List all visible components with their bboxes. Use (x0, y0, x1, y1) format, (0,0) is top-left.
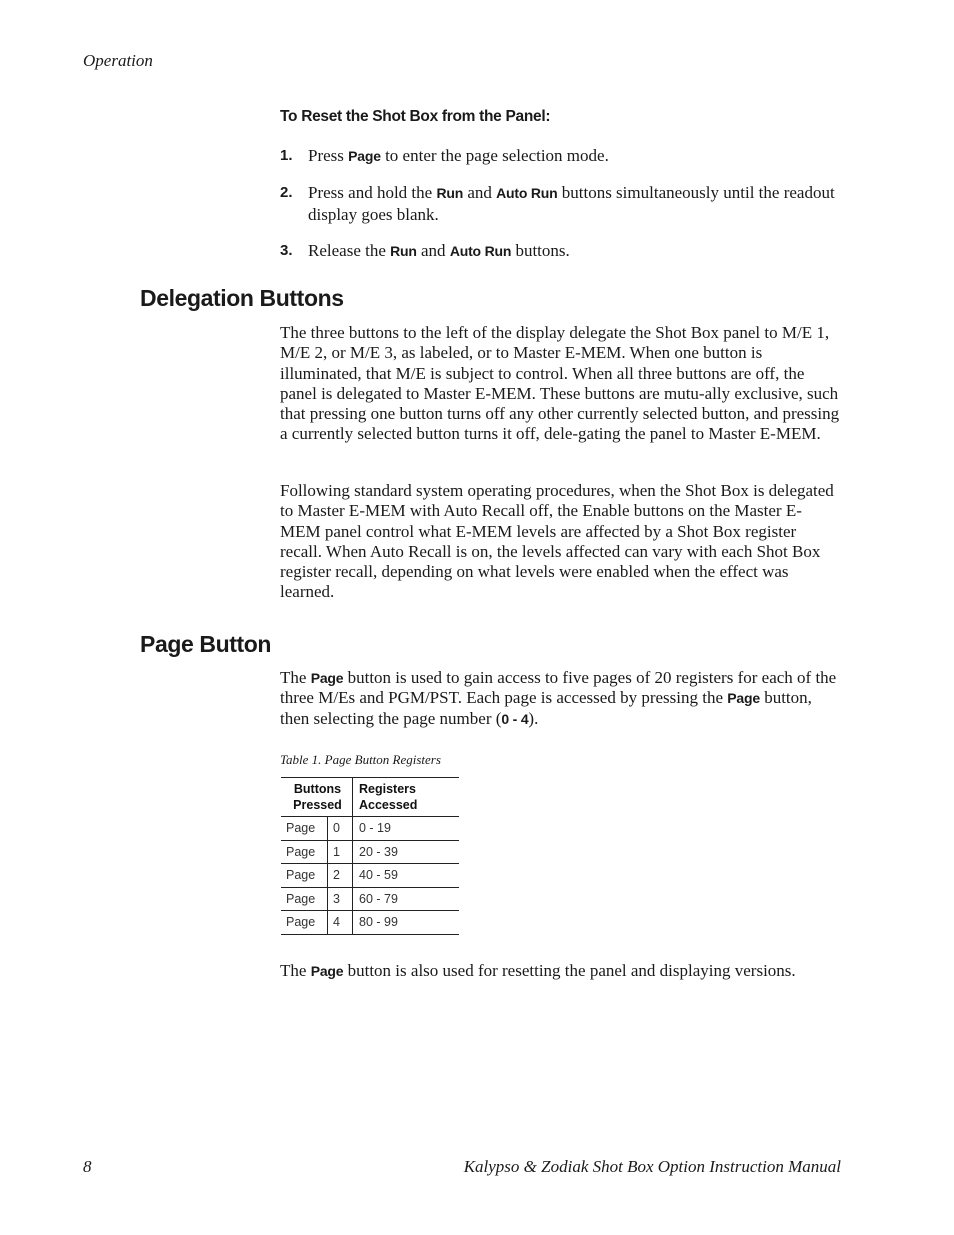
page-number: 8 (83, 1157, 92, 1176)
running-head: Operation (83, 51, 153, 70)
run-button-label: Run (390, 243, 417, 259)
text-run: button is also used for resetting the panel and displaying versions. (343, 961, 796, 980)
cell-number: 1 (328, 840, 353, 864)
page-button-label: Page (727, 690, 760, 707)
auto-run-button-label: Auto Run (496, 185, 558, 201)
procedure-steps (280, 145, 840, 277)
table-row (281, 887, 459, 911)
table-row (281, 864, 459, 888)
delegation-paragraph-1: The three buttons to the left of the display delegate the Shot Box panel to M/E 1, M/E 2, or M/E 3, as labeled, or to Master E-MEM. When one button is illuminated, that M/E is subject to control. When all three buttons are off, the panel is delegated to Master E-MEM. These buttons are mutu-ally exclusive, such that pressing one button turns off any other currently selected button, and pressing a currently selected button turns it off, dele-gating the panel to Master E-MEM. (280, 323, 840, 444)
step-text: buttons. (511, 241, 570, 260)
delegation-paragraph-2: Following standard system operating procedures, when the Shot Box is delegated to Master E-MEM with Auto Recall off, the Enable buttons on the Master E-MEM panel control what E-MEM levels are affected by a Shot Box register recall. When Auto Recall is on, the levels affected can vary with each Shot Box register recall, depending on what levels were enabled when the effect was learned. (280, 481, 834, 602)
cell-registers: 60 - 79 (353, 887, 460, 911)
text-run: ). (528, 708, 539, 728)
step-3 (280, 240, 840, 262)
table-caption: Table 1. Page Button Registers (280, 752, 441, 767)
table-header-row (281, 778, 459, 817)
step-text: and (416, 241, 450, 260)
cell-button: Page (281, 887, 328, 911)
run-button-label: Run (436, 185, 464, 201)
header-registers-accessed: Registers Accessed (353, 778, 460, 817)
page-button-registers-table (281, 777, 459, 935)
text-run: The (280, 961, 311, 980)
step-text: Press and hold the (308, 183, 437, 202)
page-button-label: Page (310, 670, 344, 686)
step-text: Press (308, 146, 349, 165)
step-number: 1. (280, 147, 293, 164)
step-number: 3. (280, 242, 293, 259)
text-run: The (280, 668, 311, 687)
step-number: 2. (280, 184, 293, 201)
step-text: to enter the page selection mode. (380, 146, 609, 165)
cell-registers: 40 - 59 (353, 864, 460, 888)
page-range-label: 0 - 4 (501, 710, 529, 727)
header-buttons-pressed: Buttons Pressed (281, 778, 353, 817)
step-text: and (463, 183, 497, 202)
page-button-label: Page (310, 963, 344, 979)
page-button-paragraph-2 (280, 961, 840, 981)
cell-number: 0 (328, 817, 353, 841)
manual-title: Kalypso & Zodiak Shot Box Option Instruction Manual (463, 1157, 841, 1176)
procedure-title: To Reset the Shot Box from the Panel: (280, 108, 551, 125)
cell-registers: 0 - 19 (353, 817, 460, 841)
cell-number: 2 (328, 864, 353, 888)
step-text: buttons simultaneously until the readout display goes blank. (308, 183, 835, 224)
cell-button: Page (281, 817, 328, 841)
step-1 (280, 145, 840, 167)
step-text: Release the (308, 241, 391, 260)
cell-button: Page (281, 911, 328, 935)
delegation-buttons-heading: Delegation Buttons (140, 285, 344, 311)
page-button-heading: Page Button (140, 631, 272, 657)
cell-number: 3 (328, 887, 353, 911)
cell-registers: 80 - 99 (353, 911, 460, 935)
cell-registers: 20 - 39 (353, 840, 460, 864)
table-row (281, 911, 459, 935)
text-run: button is used to gain access to five pages of 20 registers for each of the three M/Es and PGM/PST. Each page is accessed by pressing the (280, 668, 837, 708)
page-button-label: Page (348, 148, 381, 164)
step-2 (280, 182, 840, 225)
auto-run-button-label: Auto Run (449, 243, 512, 259)
table-row (281, 817, 459, 841)
table-row (281, 840, 459, 864)
text-run: button, then selecting the page number ( (280, 688, 812, 728)
cell-button: Page (281, 840, 328, 864)
cell-button: Page (281, 864, 328, 888)
page-button-paragraph-1 (280, 668, 840, 729)
cell-number: 4 (328, 911, 353, 935)
